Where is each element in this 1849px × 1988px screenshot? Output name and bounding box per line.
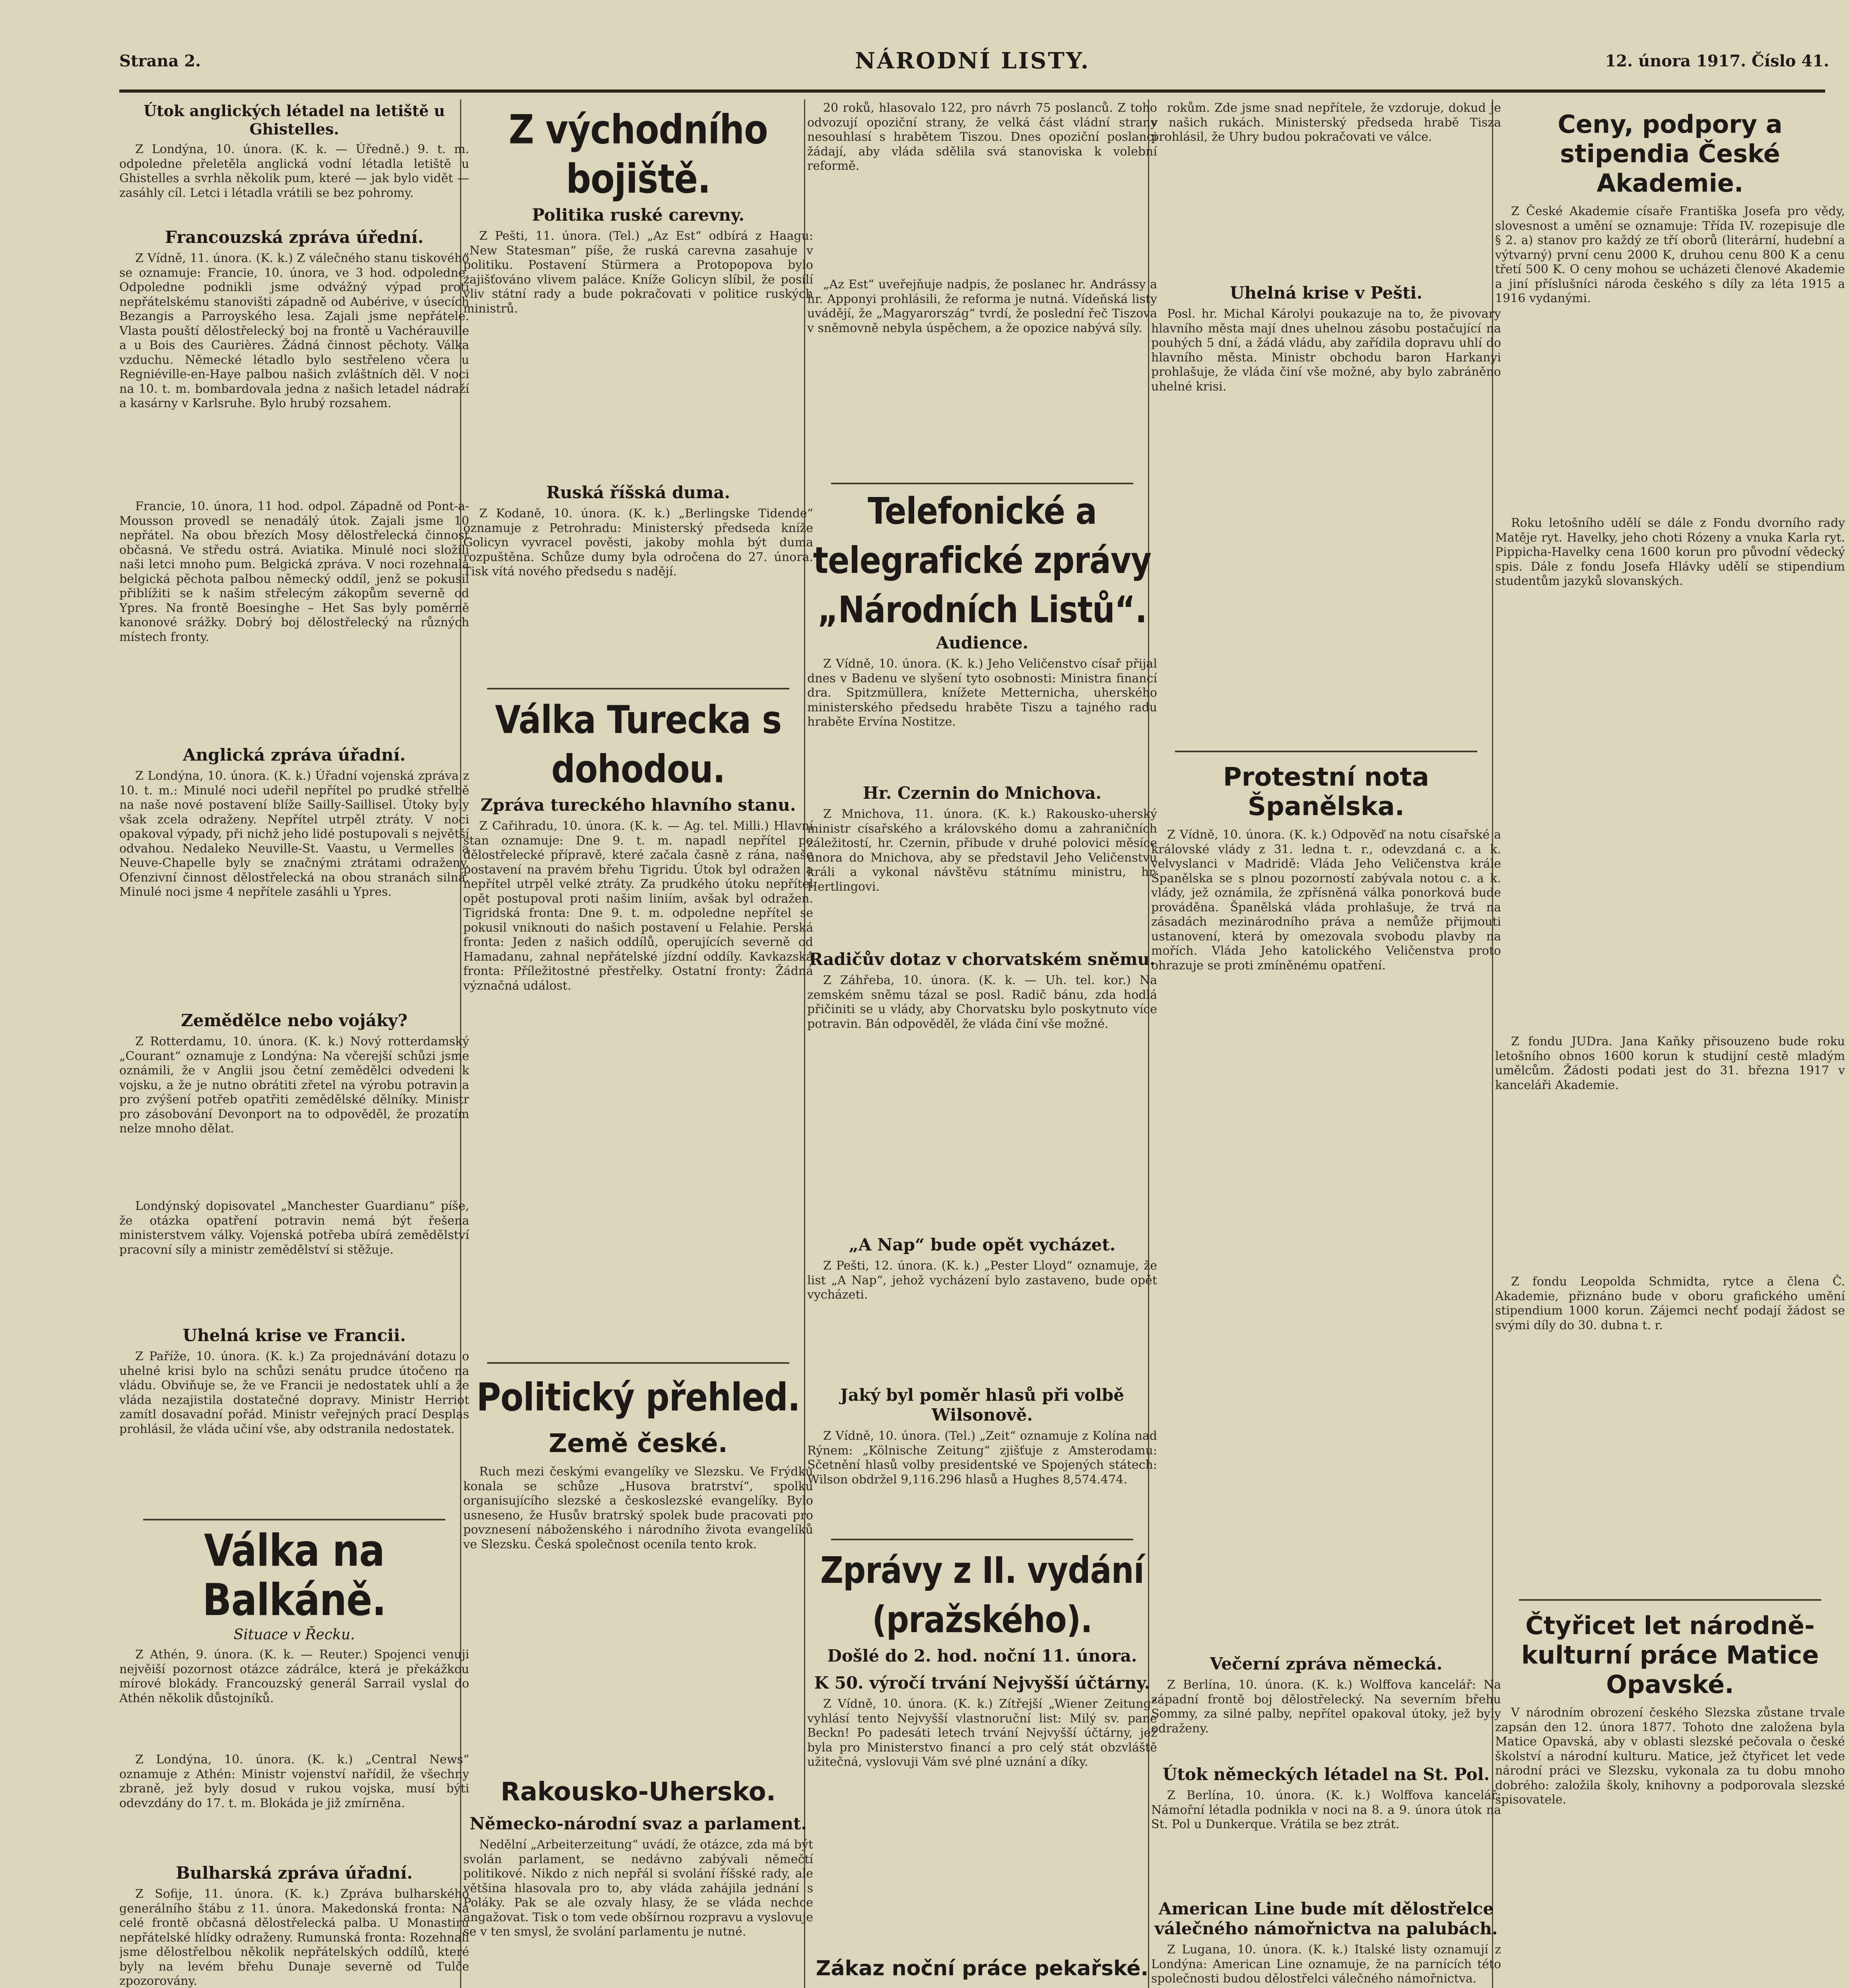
- headline: Zemědělce nebo vojáky?: [181, 1011, 408, 1030]
- headline: Jaký byl poměr hlasů při volbě Wilsonově.: [840, 1385, 1124, 1425]
- article-text: rokům. Zde jsme snad nepřítele, že vzdoruje, dokud je v našich rukách. Ministerský předseda hrabě Tisza prohlásil, že Uhry budou pokračovati ve válce.: [1151, 101, 1501, 144]
- headline: Francouzská zpráva úřední.: [165, 227, 424, 247]
- headline: Ruská říšská duma.: [546, 483, 730, 502]
- issue-date: 12. února 1917. Číslo 41.: [1605, 52, 1829, 70]
- headline: American Line bude mít dělostřelce válečného námořnictva na palubách.: [1154, 1899, 1498, 1938]
- headline: Uhelná krise v Pešti.: [1229, 283, 1423, 303]
- headline: Útok německých létadel na St. Pol.: [1162, 1765, 1490, 1784]
- article-text: Francie, 10. února, 11 hod. odpol. Západně od Pont-a-Mousson provedl se nenadálý útok. Zajali jsme 10 nepřátel. Na obou březích Mosy dělostřelecká činnost občasná. Ve středu ostrá. Aviatika. Minulé noci složili naši letci mnoho pum. Belgická zpráva. V noci rozehnala belgická pěchota palbou německý oddíl, jenž se pokusil přiblížiti se k našim střelecým zákopům severně od Ypres. Na frontě Boesinghe – Het Sas byly poměrně kanonové srážky. Dobrý boj dělostřelecký na různých místech fronty.: [119, 499, 469, 644]
- section-rule: [143, 1519, 445, 1520]
- column-2: [463, 99, 813, 1988]
- header-rule: [119, 89, 1825, 93]
- article-text: Z Londýna, 10. února. (K. k.) „Central News“ oznamuje z Athén: Ministr vojenství nařídil, že všechny zbraně, jež byly dosud v rukou vojska, musí býti odevzdány do 17. t. m. Blokáda je již zmírněna.: [119, 1753, 469, 1810]
- article-text: Z Pešti, 11. února. (Tel.) „Az Est“ odbírá z Haagu: „New Statesman“ píše, že ruská carevna zasahuje v politiku. Postavení Stürmera a Protopopova bylo zajišťováno vlivem paláce. Kníže Golicyn slíbil, že posílí vliv státní rady a bude pokračovati v politice ruských ministrů.: [463, 229, 813, 316]
- article-text: Z Lugana, 10. února. (K. k.) Italské listy oznamují z Londýna: American Line oznamuje, že na parnících této společnosti budou dělostřelci válečného námořnictva.: [1151, 1943, 1501, 1986]
- headline: K 50. výročí trvání Nejvyšší účtárny.: [814, 1673, 1150, 1693]
- article-text: Roku letošního udělí se dále z Fondu dvorního rady Matěje ryt. Havelky, jeho choti Rózeny a vnuka Karla ryt. Pippicha-Havelky cena 1600 korun pro původní vědecký spis. Dále z fondu Josefa Hlávky udělí se stipendium studentům jazyků slovanských.: [1495, 516, 1845, 588]
- article-text: Z České Akademie císaře Františka Josefa pro vědy, slovesnost a umění se oznamuje: Třída IV. rozepisuje dle § 2. a) stanov pro každý ze tří oborů (literární, hudební a výtvarný) první cenu 2000 K, druhou cenu 800 K a cenu třetí 500 K. O ceny mohou se ucházeti členové Akademie a jiní příslušníci národa českého s díly za léta 1915 a 1916 vydanými.: [1495, 204, 1845, 305]
- section-headline: Telefonické a telegrafické zprávy „Národních Listů“.: [813, 489, 1152, 631]
- headline: Bulharská zpráva úřadní.: [176, 1863, 413, 1883]
- article-text: Z Sofije, 11. února. (K. k.) Zpráva bulharského generálního štábu z 11. února. Makedonská fronta: Na celé frontě občasná dělostřelecká palba. U Monastiru nepřátelské hlídky odraženy. Rumunská fronta: Rozehnali jsme dělostřelbou několik nepřátelských oddílů, které byly na levém břehu Dunaje severně od Tulče zpozorovány.: [119, 1887, 469, 1988]
- section-headline: Válka Turecka s dohodou.: [495, 697, 782, 792]
- column-1: [119, 99, 469, 1988]
- headline: Politika ruské carevny.: [532, 205, 745, 225]
- article-text: Z Londýna, 10. února. (K. k. — Úředně.) 9. t. m. odpoledne přeletěla anglická vodní létadla letiště u Ghistelles a svrhla několik pum, které — jak bylo vidět — zasáhly cíl. Letci i létadla vrátili se bez pohromy.: [119, 142, 469, 200]
- section-rule: [487, 1362, 789, 1364]
- article-text: Z Vídně, 10. února. (Tel.) „Zeit“ oznamuje z Kolína nad Rýnem: „Kölnische Zeitung“ zjišťuje z Amsterodamu: Sčetnění hlasů volby presidentské ve Spojených státech: Wilson obdržel 9,116.296 hlasů a Hughes 8,574.474.: [807, 1429, 1157, 1487]
- article-text: Z fondu Leopolda Schmidta, rytce a člena Č. Akademie, přiznáno bude v oboru grafického umění stipendium 1000 korun. Zájemci nechť podají žádost se svými díly do 30. dubna t. r.: [1495, 1275, 1845, 1332]
- article-text: Z Pešti, 12. února. (K. k.) „Pester Lloyd“ oznamuje, že list „A Nap“, jehož vycházení bylo zastaveno, bude opět vycházeti.: [807, 1259, 1157, 1302]
- article-text: Z Berlína, 10. února. (K. k.) Wolffova kancelář: Námořní létadla podnikla v noci na 8. a 9. února útok na St. Pol u Dunkerque. Vrátila se bez ztrát.: [1151, 1788, 1501, 1831]
- article-text: „Az Est“ uveřejňuje nadpis, že poslanec hr. Andrássy a hr. Apponyi prohlásili, že reforma je nutná. Vídeňská listy uvádějí, že „Magyarország“ tvrdí, že poslední řeč Tiszova v sněmovně nebyla úspěchem, a že opozice nabývá síly.: [807, 278, 1157, 335]
- headline: Zpráva tureckého hlavního stanu.: [480, 795, 796, 815]
- section-rule: [487, 688, 789, 689]
- page-number: Strana 2.: [119, 52, 201, 70]
- section-rule: [1519, 1599, 1821, 1601]
- article-text: Londýnský dopisovatel „Manchester Guardianu“ píše, že otázka opatření potravin nemá být řešena ministerstvem války. Vojenská potřeba ubírá zemědělství pracovní síly a ministr zemědělství si stěžuje.: [119, 1199, 469, 1257]
- headline: Rakousko-Uhersko.: [500, 1777, 776, 1807]
- section-headline: Zprávy z II. vydání (pražského).: [820, 1549, 1144, 1641]
- article-text: Z Berlína, 10. února. (K. k.) Wolffova kancelář: Na západní frontě boj dělostřelecký. Na severním břehu Sommy, za silné palby, nepřítel opakoval útoky, jež byly odraženy.: [1151, 1678, 1501, 1736]
- article-text: Z fondu JUDra. Jana Kaňky přisouzeno bude roku letošního obnos 1600 korun k studijní cestě mladým umělcům. Žádosti podati jest do 31. března 1917 v kanceláři Akademie.: [1495, 1035, 1845, 1092]
- section-headline: Protestní nota Španělska.: [1223, 763, 1429, 821]
- article-text: Posl. hr. Michal Károlyi poukazuje na to, že pivovary hlavního města mají dnes uhelnou zásobu postačující na pouhých 5 dní, a žádá vládu, aby zařídila dopravu uhlí do hlavního města. Ministr obchodu baron Harkanyi prohlašuje, že vláda činí vše možné, aby bylo zabráněno uhelné krisi.: [1151, 307, 1501, 394]
- subheadline: Německo-národní svaz a parlament.: [470, 1814, 807, 1833]
- column-3: [807, 99, 1157, 1988]
- headline: „A Nap“ bude opět vycházet.: [849, 1235, 1116, 1254]
- article-text: Z Londýna, 10. února. (K. k.) Úřadní vojenská zpráva z 10. t. m.: Minulé noci udeřil nepřítel po prudké střelbě na naše nové postavení blíže Sailly-Saillisel. Útoky byly však zcela odraženy. Nepřítel utrpěl ztráty. V noci opakoval výpady, při nichž jeho lidé postupovali s největší odvahou. Nedaleko Neuville-St. Vaastu, u Vermelles a Neuve-Chapelle byly se značnými ztrátami odraženy. Ofenzivní činnost dělostřelecká na obou stranách silná. Minulé noci jsme 4 nepřítele zasáhli u Ypres.: [119, 769, 469, 899]
- column-5: [1495, 99, 1845, 1988]
- article-text: Z Vídně, 11. února. (K. k.) Z válečného stanu tiskového se oznamuje: Francie, 10. února, ve 3 hod. odpoledne. Odpoledne podnikli jsme odvážný výpad proti nepřátelskému stanovišti západně od Aubérive, v úsecích Bezangis a Parroyského lesa. Zajali jsme nepřátele. Vlasta pouští dělostřelecký boj na frontě u Vachérauville a u Bois des Caurières. Žádná činnost pěchoty. Válka vzduchu. Německé létadlo bylo sestřeleno včera u Regniéville-en-Haye palbou našich zvláštních děl. V noci na 10. t. m. bombardovala jedna z našich letadel nádraží a kasárny v Karlsruhe. Bylo hrubý rozsahem.: [119, 251, 469, 410]
- article-text: Nedělní „Arbeiterzeitung“ uvádí, že otázce, zda má být svolán parlament, se nedávno zabývali němečtí politikové. Nikdo z nich nepřál si svolání říšské rady, ale většina hlasovala pro to, aby vláda zahájila jednání s Poláky. Pak se ale ozvaly hlasy, že se vláda nechce angažovat. Tisk o tom vede obšírnou rozpravu a vyslovuje se v ten smysl, že svolání parlamentu je nutné.: [463, 1838, 813, 1939]
- article-text: Z Mnichova, 11. února. (K. k.) Rakousko-uherský ministr císařského a královského domu a zahraničních záležitostí, hr. Czernin, přibude v druhé polovici měsíce února do Mnichova, aby se představil Jeho Veličenstvu králi a vykonal návštěvu státnímu ministru, hr. Hertlingovi.: [807, 807, 1157, 894]
- section-rule: [1175, 751, 1477, 752]
- article-text: Z Záhřeba, 10. února. (K. k. — Uh. tel. kor.) Na zemském sněmu tázal se posl. Radič bánu, zda hodlá přičiniti se u vlády, aby Chorvatsku bylo poskytnuto více potravin. Bán odpověděl, že vláda činí vše možné.: [807, 973, 1157, 1031]
- headline: Radičův dotaz v chorvatském sněmu.: [809, 949, 1156, 969]
- article-text: Z Paříže, 10. února. (K. k.) Za projednávání dotazu o uhelné krisi bylo na schůzi senátu prudce útočeno na vládu. Obviňuje se, že ve Francii je nedostatek uhlí a že vláda nezajistila dostatečné dopravy. Ministr Herriot zamítl dosavadní pořád. Ministr veřejných prací Desplas prohlásil, že vláda učiní vše, aby odstranila nedostatek.: [119, 1349, 469, 1436]
- article-text: Z Athén, 9. února. (K. k. — Reuter.) Spojenci venuji nejvěiší pozornost otázce zádrálce, která je překážkou mírové blokády. Francouzský generál Sarrail vyslal do Athén několik důstojníků.: [119, 1648, 469, 1705]
- page-header: [119, 48, 1829, 91]
- article-text: Z Vídně, 10. února. (K. k.) Odpověď na notu císařské a královské vlády z 31. ledna t. r., odevzdaná c. a k. velvyslanci v Madridě: Vláda Jeho Veličenstva krále Španělska se s plnou pozorností zabývala notou c. a k. vlády, jež oznámila, že zpřísněná válka ponorková bude prováděna. Španělská vláda prohlašuje, že trvá na zásadách mezinárodního práva a nemůže přijmouti ustanovení, která by omezovala svobodu plavby na mořích. Vláda Jeho katolického Veličenstva proto ohrazuje se proti zmíněnému opatření.: [1151, 828, 1501, 973]
- section-headline: Politický přehled.: [476, 1375, 800, 1420]
- section-headline: Ceny, podpory a stipendia České Akademie.: [1558, 110, 1783, 198]
- subheadline: Situace v Řecku.: [233, 1627, 355, 1643]
- section-headline: Válka na Balkáně.: [202, 1525, 386, 1626]
- article-text: Z Vídně, 10. února. (K. k.) Jeho Veličenstvo císař přijal dnes v Badenu ve slyšení tyto osobnosti: Ministra financí dra. Spitzmüllera, knížete Metternicha, uherského ministerského předsedu hraběte Tiszu a tajného radu hraběte Ervína Nostitze.: [807, 657, 1157, 729]
- subheadline: Došlé do 2. hod. noční 11. února.: [827, 1646, 1137, 1666]
- headline: Zákaz noční práce pekařské.: [816, 1957, 1149, 1980]
- article-text: Ruch mezi českými evangelíky ve Slezsku. Ve Frýdku konala se schůze „Husova bratrství“, spolku organisujícího slezské a českoslezské evangelíky. Bylo usneseno, že Husův bratrský spolek bude pracovati pro povznesení náboženského i národního života evangelíků ve Slezsku. Česká společnost ocenila tento krok.: [463, 1465, 813, 1551]
- headline: Útok anglických létadel na letiště u Ghistelles.: [143, 102, 445, 138]
- headline: Země české.: [548, 1429, 728, 1458]
- article-text: Z Rotterdamu, 10. února. (K. k.) Nový rotterdamský „Courant“ oznamuje z Londýna: Na včerejší schůzi jsme oznámili, že v Anglii jsou četní zemědělci odvedeni k vojsku, a že je nutno obrátiti zřetel na výrobu potravin a pro zvýšení potřeb opatřiti zemědělské dělníky. Ministr pro zásobování Devonport na to odpověděl, že prozatím nelze mnoho dělat.: [119, 1035, 469, 1136]
- headline: Hr. Czernin do Mnichova.: [862, 783, 1102, 803]
- headline: Anglická zpráva úřadní.: [183, 745, 406, 765]
- article-text: 20 roků, hlasovalo 122, pro návrh 75 poslanců. Z toho odvozují opoziční strany, že velká část vládní strany nesouhlasí s hrabětem Tiszou. Dnes opoziční poslanci žádají, aby vláda sdělila svá stanoviska k volební reformě.: [807, 101, 1157, 173]
- article-text: V národním obrození českého Slezska zůstane trvale zapsán den 12. února 1877. Tohoto dne založena byla Matice Opavská, aby v oblasti slezské pečovala o české školství a národní kulturu. Matice, jež čtyřicet let vede národní práci ve Slezsku, vykonala za tu dobu mnoho dobrého: založila školy, knihovny a podporovala slezské spisovatele.: [1495, 1706, 1845, 1807]
- newspaper-title: NÁRODNÍ LISTY.: [855, 48, 1090, 74]
- section-headline: Čtyřicet let národně-kulturní práce Matice Opavské.: [1521, 1611, 1819, 1699]
- section-rule: [831, 483, 1133, 484]
- headline: Uhelná krise ve Francii.: [183, 1326, 406, 1345]
- section-headline: Z východního bojiště.: [509, 106, 768, 202]
- article-text: Z Vídně, 10. února. (K. k.) Zítřejší „Wiener Zeitung“ vyhlásí tento Nejvyšší vlastnoruční list: Milý sv. pane Beckn! Po padesáti letech trvání Nejvyšší účtárny, jež byla pro Ministerstvo financí a pro celý stát obzvláště užitečná, vyslovuji Vám své plné uznání a díky.: [807, 1697, 1157, 1769]
- section-rule: [831, 1539, 1133, 1540]
- headline: Večerní zpráva německá.: [1210, 1654, 1443, 1673]
- headline: Audience.: [936, 633, 1029, 652]
- article-text: Z Cařihradu, 10. února. (K. k. — Ag. tel. Milli.) Hlavní stan oznamuje: Dne 9. t. m. napadl nepřítel po dělostřelecké přípravě, které začala časně z rána, naše postavení na pravém břehu Tigridu. Útok byl odražen a nepřítel utrpěl velké ztráty. Za prudkého útoku nepřítel opět postupoval proti našim liniím, avšak byl odražen. Tigridská fronta: Dne 9. t. m. odpoledne nepřítel se pokusil vniknouti do našich postavení u Felahie. Perská fronta: Jeden z našich oddílů, operujících severně od Hamadanu, zahnal nepřátelské jízdní oddíly. Kavkazská fronta: Příležitostné přestřelky. Ostatní fronty: Žádná význačná událost.: [463, 819, 813, 993]
- column-4: [1151, 99, 1501, 1988]
- article-text: Z Kodaně, 10. února. (K. k.) „Berlingske Tidende“ oznamuje z Petrohradu: Ministerský předseda kníže Golicyn vyvracel pověsti, jakoby mohla být duma rozpuštěna. Schůze dumy byla odročena do 27. února. Tisk vítá nového předsedu s nadějí.: [463, 507, 813, 579]
